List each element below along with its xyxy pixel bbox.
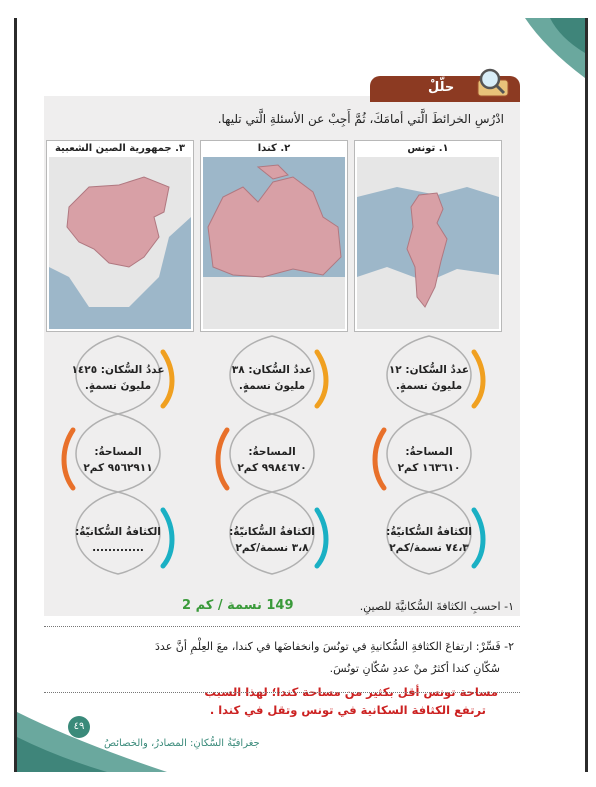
population-label: عددُ السُّكان: ١٢ [388, 364, 470, 376]
density-value: ............. [92, 542, 144, 554]
area-label: المساحةُ: [405, 446, 453, 458]
map-title: ٣. جمهورية الصين الشعبية [54, 143, 186, 154]
divider [44, 626, 520, 627]
population-value: مليونَ نسمةٍ. [395, 380, 463, 392]
population-value: مليونَ نسمةٍ. [238, 380, 306, 392]
info-chain-canada [197, 332, 347, 582]
area-value: ٩٩٨٤٦٧٠ كم٢ [237, 462, 307, 474]
population-cell [366, 362, 492, 394]
density-label: الكثافةُ السُّكانيّةُ: [75, 526, 161, 538]
density-value: ٣،٨ نسمة/كم٢ [235, 542, 309, 554]
population-value: مليونَ نسمةٍ. [84, 380, 152, 392]
density-label: الكثافةُ السُّكانيّةُ: [229, 526, 315, 538]
page-number: ٤٩ [68, 716, 90, 738]
divider [44, 692, 520, 693]
density-label: الكثافةُ السُّكانيّةُ: [386, 526, 472, 538]
density-cell [55, 524, 181, 556]
density-cell [366, 524, 492, 556]
map-title: ٢. كندا [257, 143, 291, 154]
info-chain-tunisia [354, 332, 504, 582]
population-cell [55, 362, 181, 394]
answer-1: 149 نسمة / كم 2 [182, 598, 294, 613]
area-label: المساحةُ: [248, 446, 296, 458]
density-cell [209, 524, 335, 556]
area-cell [55, 444, 181, 476]
density-value: ٧٤،٣ نسمة/كم٢ [389, 542, 469, 554]
population-label: عددُ السُّكان: ١٤٢٥ [71, 364, 165, 376]
footer-title: جغرافيّةُ السُّكانِ: المصادرُ، والخصائصُ [104, 738, 260, 749]
question-1: ١- احسبِ الكثافةَ السُّكانيَّةَ للصينِ. [359, 600, 514, 613]
question-2-line-1: ٢- فَسِّرْ: ارتفاعَ الكثافةِ السُّكانيةِ في تونُسَ وانخفاضَها في كندا، معَ العِلْمِ أنَّ عددَ [155, 640, 514, 653]
info-chain-china [43, 332, 193, 582]
area-label: المساحةُ: [94, 446, 142, 458]
area-cell [209, 444, 335, 476]
instruction-text: ادْرُسِ الخرائطَ الَّتي أمامَكَ، ثُمَّ أَجِبْ عن الأسئلةِ الَّتي تليها. [217, 112, 504, 126]
area-value: ١٦٣٦١٠ كم٢ [397, 462, 461, 474]
population-cell [209, 362, 335, 394]
question-2-line-2: سُكّانِ كندا أكثرُ منْ عددِ سُكّانِ تونُسَ. [329, 662, 500, 675]
answer-2-line-2: ترتفع الكثافة السكانية في تونس وتقل في كندا . [209, 703, 486, 717]
answer-2-line-1: مساحة تونس أقل بكثير من مساحة كندا؛ لهذا السبب [204, 685, 498, 699]
section-heading: حلّلْ [428, 80, 455, 95]
area-value: ٩٥٦٢٩١١ كم٢ [83, 462, 153, 474]
area-cell [366, 444, 492, 476]
population-label: عددُ السُّكان: ٣٨ [231, 364, 313, 376]
map-title: ١. تونس [407, 143, 449, 154]
